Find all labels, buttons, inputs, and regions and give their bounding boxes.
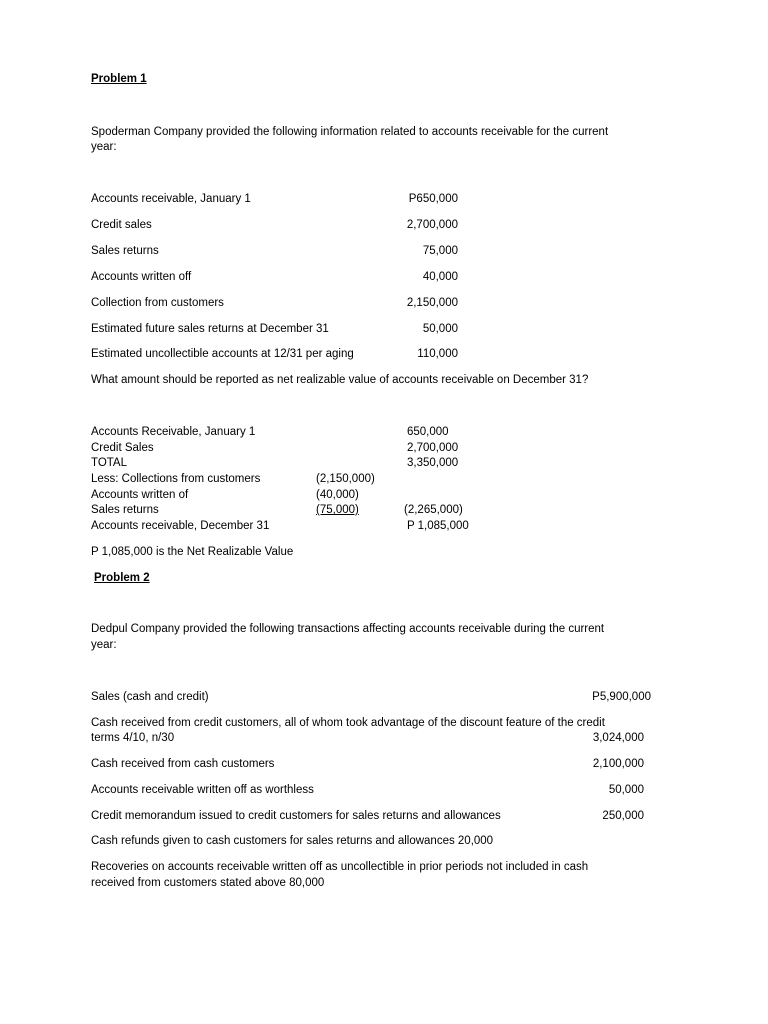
- solution-sales-returns-label: Sales returns: [91, 504, 159, 516]
- solution-sales-returns-amount: (75,000): [316, 504, 359, 516]
- solution-ar-jan1-label: Accounts Receivable, January 1: [91, 426, 256, 438]
- problem1-intro-line1: Spoderman Company provided the following information related to accounts receivable for the current: [91, 126, 609, 138]
- p2-written-off-amount: 50,000: [608, 784, 644, 796]
- solution-total-amount: 3,350,000: [407, 457, 459, 469]
- item-label-collections: Collection from customers: [91, 297, 224, 309]
- problem2-intro-line1: Dedpul Company provided the following transactions affecting accounts receivable during the current: [91, 623, 605, 635]
- p2-sales-amount: P5,900,000: [592, 691, 651, 703]
- solution-total-label: TOTAL: [91, 457, 127, 469]
- solution-ar-dec31-label: Accounts receivable, December 31: [91, 520, 270, 532]
- solution-credit-sales-label: Credit Sales: [91, 442, 154, 454]
- item-amount-future-returns: 50,000: [422, 323, 458, 335]
- p2-cash-credit-amount: 3,024,000: [592, 732, 644, 744]
- problem1-question: What amount should be reported as net realizable value of accounts receivable on December 31?: [91, 374, 589, 386]
- item-amount-collections: 2,150,000: [406, 297, 458, 309]
- p2-refunds: Cash refunds given to cash customers for sales returns and allowances 20,000: [91, 835, 494, 847]
- item-amount-credit-sales: 2,700,000: [406, 219, 458, 231]
- solution-written-off-amount: (40,000): [316, 489, 359, 501]
- item-label-written-off: Accounts written off: [91, 271, 192, 283]
- problem2-heading: Problem 2: [94, 572, 150, 584]
- solution-deductions-total: (2,265,000): [404, 504, 463, 516]
- problem2-intro-line2: year:: [91, 639, 117, 651]
- solution-ar-dec31-amount: P 1,085,000: [407, 520, 469, 532]
- problem1-conclusion: P 1,085,000 is the Net Realizable Value: [91, 546, 294, 558]
- item-label-sales-returns: Sales returns: [91, 245, 159, 257]
- problem1-heading: Problem 1: [91, 73, 147, 85]
- item-label-ar-jan1: Accounts receivable, January 1: [91, 193, 251, 205]
- p2-cash-customers-amount: 2,100,000: [592, 758, 644, 770]
- item-label-uncollectible: Estimated uncollectible accounts at 12/31 per aging: [91, 348, 354, 360]
- solution-credit-sales-amount: 2,700,000: [407, 442, 459, 454]
- item-label-future-returns: Estimated future sales returns at December 31: [91, 323, 329, 335]
- problem1-intro-line2: year:: [91, 141, 117, 153]
- item-amount-uncollectible: 110,000: [417, 348, 458, 360]
- solution-less-collections-amount: (2,150,000): [316, 473, 375, 485]
- item-amount-written-off: 40,000: [422, 271, 458, 283]
- p2-cash-credit-line1: Cash received from credit customers, all of whom took advantage of the discount feature of the credit: [91, 717, 605, 729]
- solution-ar-jan1-amount: 650,000: [407, 426, 449, 438]
- p2-cash-credit-line2: terms 4/10, n/30: [91, 732, 175, 744]
- solution-less-collections-label: Less: Collections from customers: [91, 473, 261, 485]
- p2-recoveries-line2: received from customers stated above 80,000: [91, 877, 325, 889]
- item-amount-ar-jan1: P650,000: [408, 193, 458, 205]
- solution-written-off-label: Accounts written of: [91, 489, 189, 501]
- p2-sales-label: Sales (cash and credit): [91, 691, 209, 703]
- p2-credit-memo-label: Credit memorandum issued to credit customers for sales returns and allowances: [91, 810, 501, 822]
- p2-written-off-label: Accounts receivable written off as worthless: [91, 784, 314, 796]
- p2-recoveries-line1: Recoveries on accounts receivable written off as uncollectible in prior periods not included in cash: [91, 861, 589, 873]
- item-amount-sales-returns: 75,000: [422, 245, 458, 257]
- item-label-credit-sales: Credit sales: [91, 219, 152, 231]
- p2-cash-customers-label: Cash received from cash customers: [91, 758, 275, 770]
- p2-credit-memo-amount: 250,000: [602, 810, 644, 822]
